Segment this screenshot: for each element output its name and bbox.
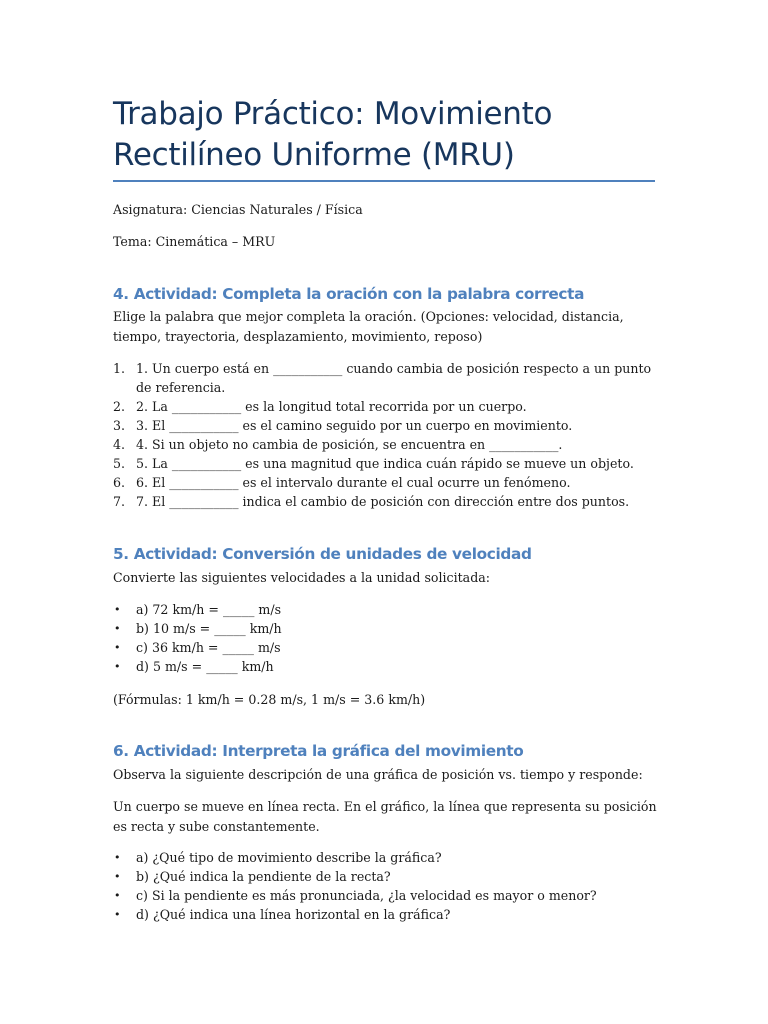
list-item-text: 2. La ___________ es la longitud total recorrida por un cuerpo. (136, 399, 527, 414)
list-item (113, 600, 658, 619)
section-5-heading: 5. Actividad: Conversión de unidades de velocidad (113, 545, 532, 563)
section-4-instructions: Elige la palabra que mejor completa la oración. (Opciones: velocidad, distancia, tiempo, trayectoria, desplazamiento, movimiento, reposo) (113, 309, 624, 344)
bullet-icon: • (114, 889, 121, 902)
section-5-formulas: (Fórmulas: 1 km/h = 0.28 m/s, 1 m/s = 3.6 km/h) (113, 692, 426, 707)
list-item-text: 1. Un cuerpo está en ___________ cuando cambia de posición respecto a un punto de referencia. (136, 361, 652, 395)
bullet-icon: • (114, 870, 121, 883)
list-item-text: 6. El ___________ es el intervalo durante el cual ocurre un fenómeno. (136, 475, 571, 490)
list-item-text: 3. El ___________ es el camino seguido por un cuerpo en movimiento. (136, 418, 573, 433)
list-item-number: 3. (113, 418, 126, 433)
list-item (113, 657, 658, 676)
list-item-text: d) ¿Qué indica una línea horizontal en la gráfica? (136, 907, 451, 922)
list-item (113, 359, 658, 397)
section-6-instructions: Observa la siguiente descripción de una gráfica de posición vs. tiempo y responde: (113, 767, 643, 782)
list-item (113, 473, 658, 492)
list-item (113, 867, 658, 886)
section-6-list (113, 848, 658, 924)
section-5-instructions: Convierte las siguientes velocidades a la unidad solicitada: (113, 570, 491, 585)
subject-line: Asignatura: Ciencias Naturales / Física (113, 202, 363, 217)
list-item (113, 454, 658, 473)
list-item (113, 416, 658, 435)
bullet-icon: • (114, 660, 121, 673)
list-item-text: 5. La ___________ es una magnitud que indica cuán rápido se mueve un objeto. (136, 456, 634, 471)
section-5-list (113, 600, 658, 676)
section-6-heading: 6. Actividad: Interpreta la gráfica del movimiento (113, 742, 524, 760)
bullet-icon: • (114, 908, 121, 921)
list-item-text: c) 36 km/h = _____ m/s (136, 640, 281, 655)
section-4-list (113, 359, 658, 511)
list-item-text: a) 72 km/h = _____ m/s (136, 602, 282, 617)
list-item-number: 2. (113, 399, 126, 414)
list-item (113, 492, 658, 511)
list-item (113, 638, 658, 657)
list-item-text: 7. El ___________ indica el cambio de posición con dirección entre dos puntos. (136, 494, 630, 509)
list-item-number: 6. (113, 475, 126, 490)
list-item (113, 435, 658, 454)
bullet-icon: • (114, 641, 121, 654)
list-item-text: c) Si la pendiente es más pronunciada, ¿la velocidad es mayor o menor? (136, 888, 597, 903)
list-item (113, 848, 658, 867)
title-underline-rule (113, 180, 655, 182)
list-item-text: b) 10 m/s = _____ km/h (136, 621, 282, 636)
list-item-text: 4. Si un objeto no cambia de posición, se encuentra en ___________. (136, 437, 563, 452)
section-6-description: Un cuerpo se mueve en línea recta. En el gráfico, la línea que representa su posición es recta y sube constantemente. (113, 799, 657, 834)
list-item (113, 886, 658, 905)
list-item-text: a) ¿Qué tipo de movimiento describe la gráfica? (136, 850, 442, 865)
list-item-text: b) ¿Qué indica la pendiente de la recta? (136, 869, 391, 884)
bullet-icon: • (114, 851, 121, 864)
bullet-icon: • (114, 603, 121, 616)
list-item (113, 905, 658, 924)
list-item-text: d) 5 m/s = _____ km/h (136, 659, 274, 674)
bullet-icon: • (114, 622, 121, 635)
document-title: Trabajo Práctico: Movimiento Rectilíneo Uniforme (MRU) (113, 96, 553, 173)
list-item-number: 5. (113, 456, 126, 471)
list-item-number: 7. (113, 494, 126, 509)
topic-line: Tema: Cinemática – MRU (113, 234, 276, 249)
list-item (113, 619, 658, 638)
section-4-heading: 4. Actividad: Completa la oración con la palabra correcta (113, 285, 585, 303)
list-item (113, 397, 658, 416)
list-item-number: 1. (113, 361, 126, 376)
list-item-number: 4. (113, 437, 126, 452)
